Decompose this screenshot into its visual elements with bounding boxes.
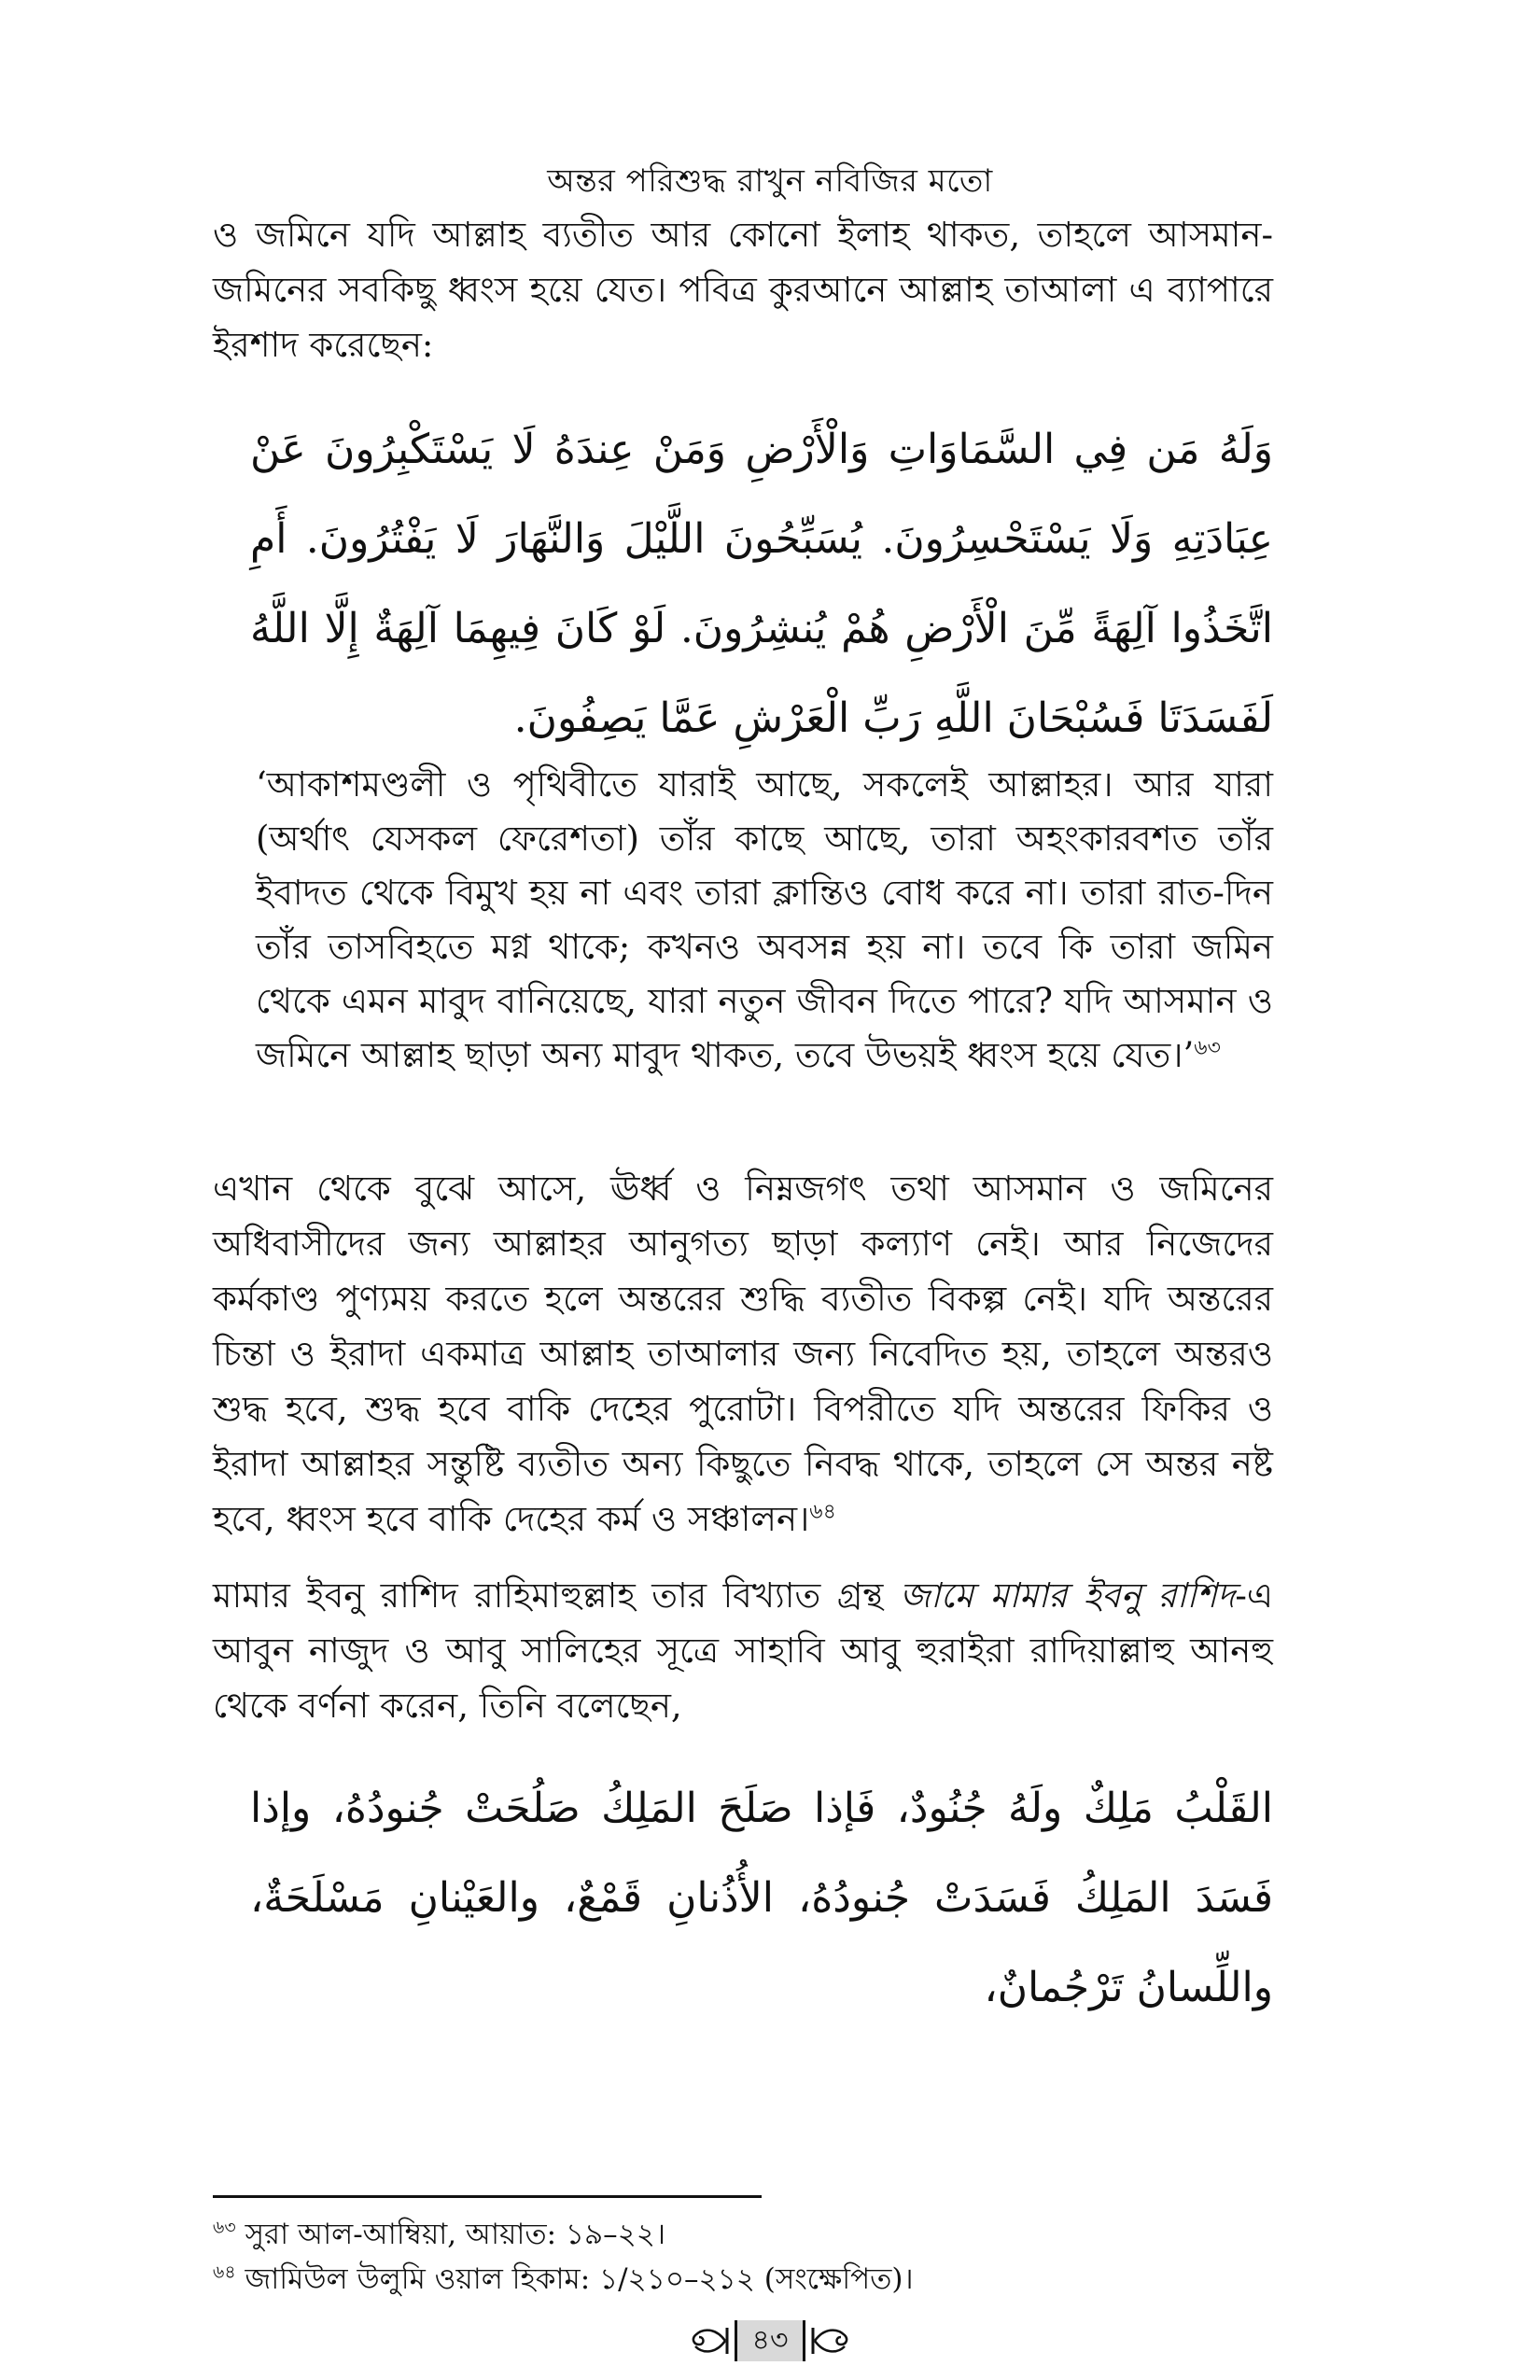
arabic-hadith: القَلْبُ مَلِكٌ ولَهُ جُنُودٌ، فَإذا صَلَحَ المَلِكُ صَلُحَتْ جُنودُهُ، وإذا فَسَدَ المَلِكُ فَسَدَتْ جُنودُهُ، الأُذُنانِ قَمْعٌ، والعَيْنانِ مَسْلَحَةٌ، واللِّسانُ تَرْجُمانٌ، [250, 1785, 1273, 2011]
translation-text: ‘আকাশমণ্ডলী ও পৃথিবীতে যারাই আছে, সকলেই আল্লাহর। আর যারা (অর্থাৎ যেসকল ফেরেশতা) তাঁর কাছে আছে, তারা অহংকারবশত তাঁর ইবাদত থেকে বিমুখ হয় না এবং তারা ক্লান্তিও বোধ করে না। তারা রাত-দিন তাঁর তাসবিহতে মগ্ন থাকে; কখনও অবসন্ন হয় না। তবে কি তারা জমিন থেকে এমন মাবুদ বানিয়েছে, যারা নতুন জীবন দিতে পারে? যদি আসমান ও জমিনে আল্লাহ ছাড়া অন্য মাবুদ থাকত, তবে উভয়ই ধ্বংস হয়ে যেত।’ [256, 764, 1273, 1075]
book-title: জামে মামার ইবনু রাশিদ [899, 1575, 1236, 1616]
hadith-intro-start: মামার ইবনু রাশিদ রাহিমাহুল্লাহ তার বিখ্যাত গ্রন্থ [213, 1575, 900, 1616]
commentary-text: এখান থেকে বুঝে আসে, ঊর্ধ্ব ও নিম্নজগৎ তথা আসমান ও জমিনের অধিবাসীদের জন্য আল্লাহর আনুগত্য ছাড়া কল্যাণ নেই। আর নিজেদের কর্মকাণ্ড পুণ্যময় করতে হলে অন্তরের শুদ্ধি ব্যতীত বিকল্প নেই। যদি অন্তরের চিন্তা ও ইরাদা একমাত্র আল্লাহ তাআলার জন্য নিবেদিত হয়, তাহলে অন্তরও শুদ্ধ হবে, শুদ্ধ হবে বাকি দেহের পুরোটা। বিপরীতে যদি অন্তরের ফিকির ও ইরাদা আল্লাহর সন্তুষ্টি ব্যতীত অন্য কিছুতে নিবদ্ধ থাকে, তাহলে সে অন্তর নষ্ট হবে, ধ্বংস হবে বাকি দেহের কর্ম ও সঞ্চালন। [213, 1169, 1273, 1539]
right-ornament-icon [811, 2322, 852, 2359]
footnote-text: সুরা আল-আম্বিয়া, আয়াত: ১৯–২২। [245, 2218, 666, 2251]
left-ornament-icon [688, 2322, 729, 2359]
paragraph-hadith-intro [213, 1568, 1273, 1733]
translation-block [256, 758, 1273, 1083]
footnote-text: জামিউল উলুমি ওয়াল হিকাম: ১/২১০–২১২ (সংক্ষেপিত)। [245, 2262, 914, 2296]
paragraph-commentary [213, 1161, 1273, 1547]
footnote-divider [213, 2195, 762, 2198]
footnote-number: ৬৩ [213, 2217, 236, 2238]
hadith-intro-end: -এ আবুন নাজুদ ও আবু সালিহের সূত্রে সাহাবি আবু হুরাইরা রাদিয়াল্লাহু আনহু থেকে বর্ণনা করেন, তিনি বলেছেন, [213, 1575, 1273, 1726]
paragraph-intro: ও জমিনে যদি আল্লাহ ব্যতীত আর কোনো ইলাহ থাকত, তাহলে আসমান-জমিনের সবকিছু ধ্বংস হয়ে যেত। পবিত্র কুরআনে আল্লাহ তাআলা এ ব্যাপারে ইরশাদ করেছেন: [213, 215, 1273, 365]
page-number: ৪৩ [735, 2320, 806, 2361]
footnote-ref-63: ৬৩ [1194, 1036, 1221, 1060]
page-folio [0, 2320, 1540, 2361]
running-header: অন্তর পরিশুদ্ধ রাখুন নবিজির মতো [547, 162, 993, 200]
arabic-quran-verses: وَلَهُ مَن فِي السَّمَاوَاتِ وَالْأَرْضِ وَمَنْ عِندَهُ لَا يَسْتَكْبِرُونَ عَنْ عِبَادَتِهِ وَلَا يَسْتَحْسِرُونَ. يُسَبِّحُونَ اللَّيْلَ وَالنَّهَارَ لَا يَفْتُرُونَ. أَمِ اتَّخَذُوا آلِهَةً مِّنَ الْأَرْضِ هُمْ يُنشِرُونَ. لَوْ كَانَ فِيهِمَا آلِهَةٌ إِلَّا اللَّهُ لَفَسَدَتَا فَسُبْحَانَ اللَّهِ رَبِّ الْعَرْشِ عَمَّا يَصِفُونَ. [250, 426, 1273, 742]
footnote-64 [213, 2257, 1273, 2302]
footnote-number: ৬৪ [213, 2261, 236, 2283]
footnote-63 [213, 2212, 1273, 2257]
footnote-ref-64: ৬৪ [809, 1500, 836, 1524]
